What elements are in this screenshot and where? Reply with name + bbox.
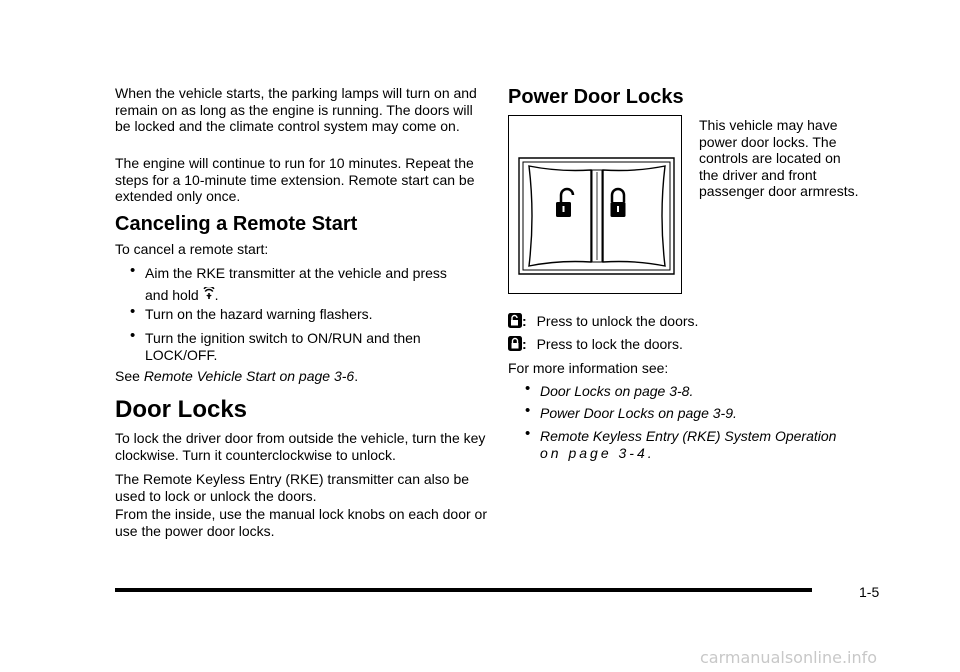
- intro-line: power door locks. The: [699, 133, 837, 150]
- list-item-text: .: [214, 286, 219, 303]
- door-lock-switch-illustration: [508, 115, 682, 294]
- paragraph-see-reference: [115, 368, 487, 385]
- paragraph-key-lock: To lock the driver door from outside the vehicle, turn the key clockwise. Turn it counterclockwise to unlock.: [115, 430, 486, 463]
- see-prefix: See: [115, 368, 140, 384]
- list-item-text: LOCK/OFF.: [145, 346, 218, 363]
- bullet-glyph: •: [130, 262, 136, 279]
- lock-description: Press to lock the doors.: [536, 336, 683, 352]
- cross-reference-link[interactable]: Remote Keyless Entry (RKE) System Operation: [540, 428, 837, 444]
- unlock-description: Press to unlock the doors.: [536, 313, 699, 329]
- cross-reference-link[interactable]: Power Door Locks on page 3-9: [540, 405, 733, 421]
- remote-start-icon: [203, 287, 215, 305]
- list-item: [130, 303, 373, 323]
- cross-reference-link[interactable]: on page 3-4: [540, 444, 648, 461]
- ref-period: .: [647, 444, 655, 461]
- legend-colon: :: [522, 336, 527, 352]
- intro-line: This vehicle may have: [699, 117, 838, 133]
- bullet-glyph: •: [130, 327, 136, 344]
- heading-canceling-remote-start: Canceling a Remote Start: [115, 213, 358, 235]
- lock-legend: [508, 336, 683, 354]
- lock-icon: [508, 336, 522, 354]
- ref-period: .: [733, 405, 737, 421]
- list-item: [130, 262, 447, 305]
- intro-line: the driver and front: [699, 166, 817, 183]
- watermark: carmanualsonline.info: [700, 648, 878, 667]
- intro-line: passenger door armrests.: [699, 183, 859, 200]
- legend-colon: :: [522, 313, 527, 329]
- bullet-glyph: •: [130, 303, 136, 320]
- list-item-text: Turn on the hazard warning flashers.: [145, 306, 373, 322]
- heading-power-door-locks: Power Door Locks: [508, 86, 684, 108]
- bullet-glyph: •: [525, 380, 531, 397]
- unlock-icon: [508, 313, 522, 331]
- list-item-text: and hold: [145, 286, 199, 303]
- cross-reference-link[interactable]: Remote Vehicle Start on page 3-6: [143, 368, 355, 384]
- power-locks-intro: [699, 117, 889, 200]
- list-item: [525, 425, 837, 461]
- paragraph-remote-start-extension: The engine will continue to run for 10 minutes. Repeat the steps for a 10-minute time extension. Remote start can be extended only once.: [115, 155, 475, 205]
- list-item: [525, 380, 694, 400]
- list-item: [525, 402, 737, 422]
- heading-door-locks: Door Locks: [115, 396, 248, 423]
- paragraph-inside-lock: From the inside, use the manual lock knobs on each door or use the power door locks.: [115, 506, 487, 539]
- intro-line: controls are located on: [699, 150, 841, 167]
- more-info-intro: For more information see:: [508, 360, 669, 376]
- footer-rule: [115, 588, 812, 592]
- bullet-glyph: •: [525, 425, 531, 442]
- cross-reference-link[interactable]: Door Locks on page 3-8: [540, 383, 690, 399]
- paragraph-cancel-intro: To cancel a remote start:: [115, 241, 269, 257]
- ref-period: .: [689, 383, 694, 399]
- list-item: [130, 327, 421, 363]
- list-item-text: Turn the ignition switch to ON/RUN and then: [145, 330, 421, 346]
- page-number: 1-5: [859, 584, 880, 600]
- bullet-glyph: •: [525, 402, 531, 419]
- paragraph-rke: The Remote Keyless Entry (RKE) transmitter can also be used to lock or unlock the doors.: [115, 471, 470, 504]
- paragraph-remote-start-behavior: When the vehicle starts, the parking lamps will turn on and remain on as long as the engine is running. The doors will be locked and the climate control system may come on.: [115, 85, 477, 135]
- unlock-legend: [508, 313, 698, 331]
- see-suffix: .: [354, 368, 359, 384]
- list-item-text: Aim the RKE transmitter at the vehicle and press: [145, 265, 447, 281]
